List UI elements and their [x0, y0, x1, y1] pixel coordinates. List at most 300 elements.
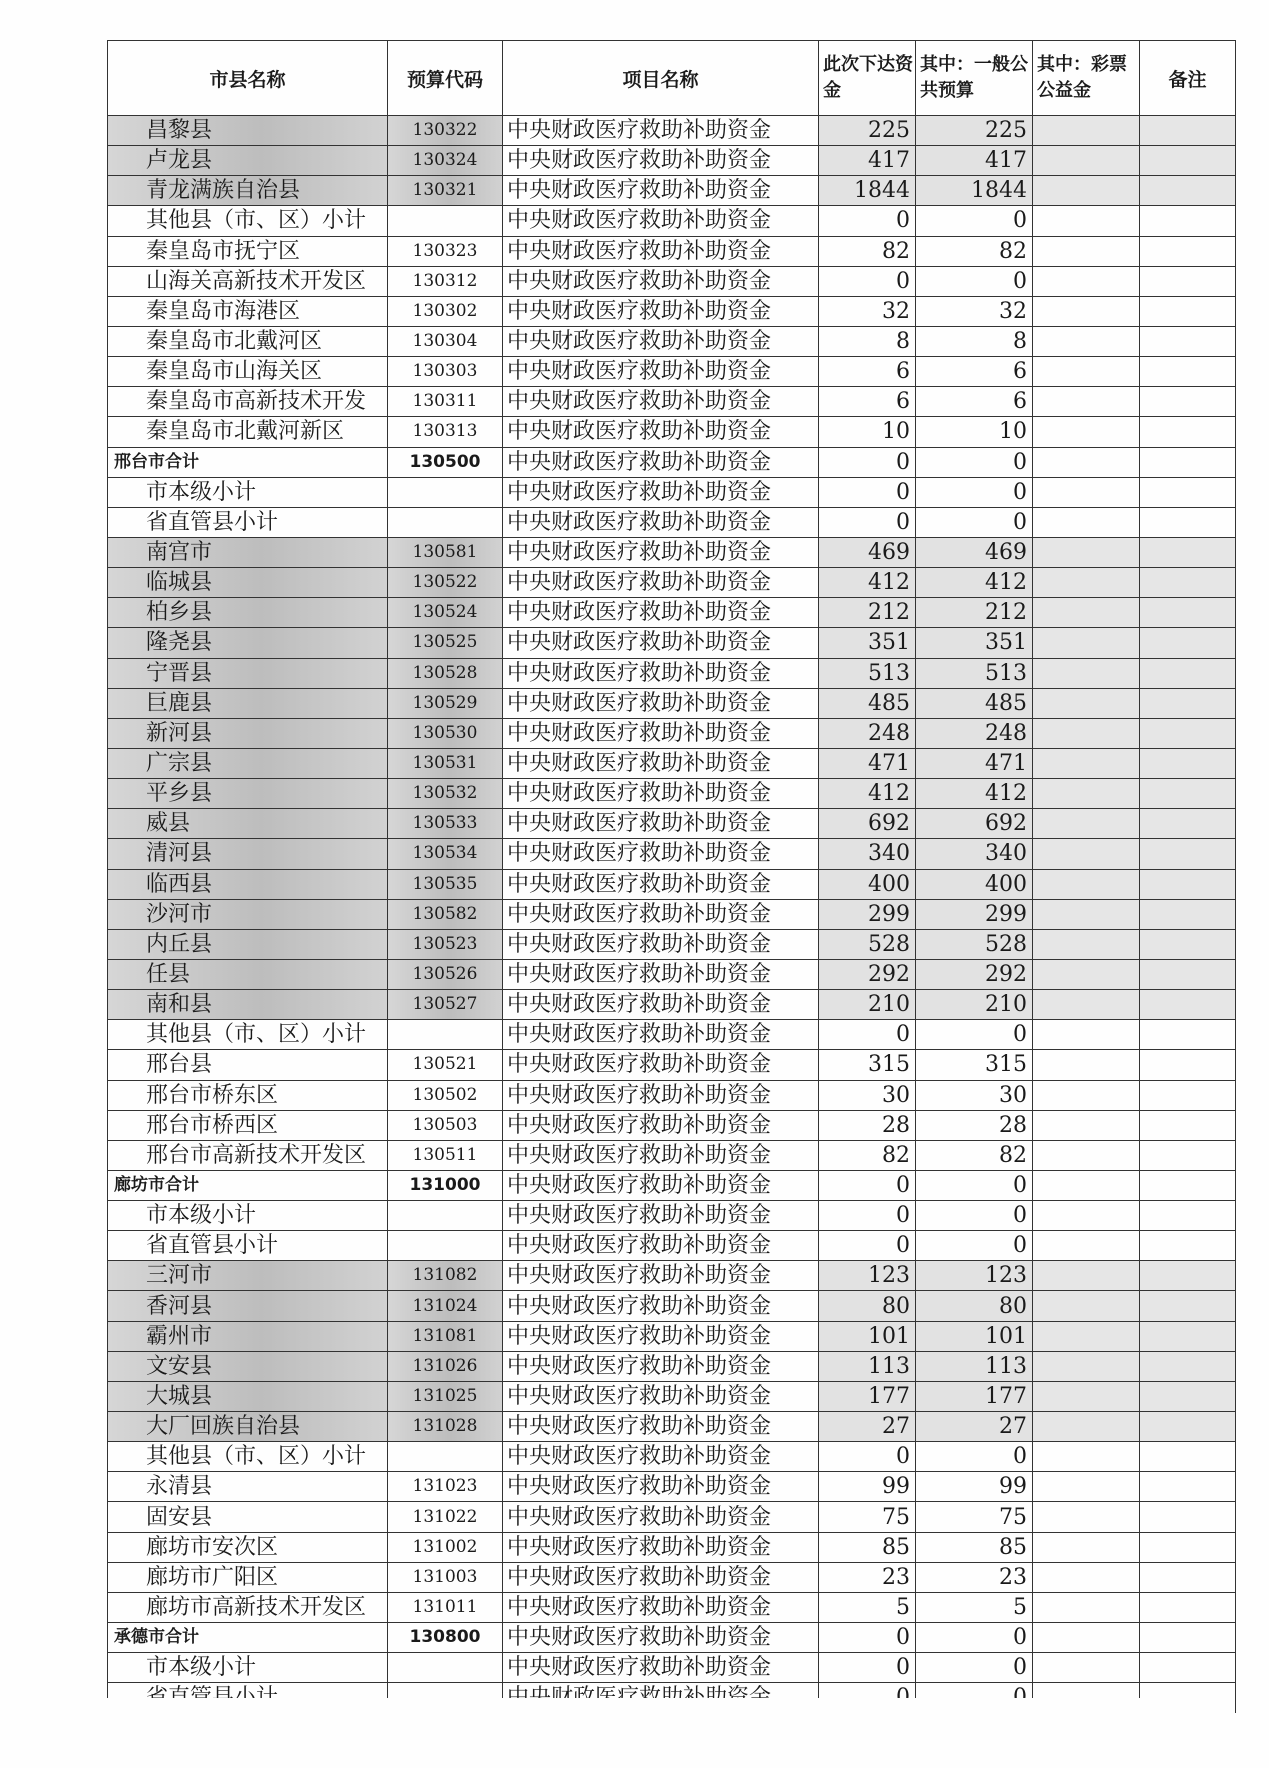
cell-name: 宁晋县	[108, 658, 388, 688]
cell-project: 中央财政医疗救助补助资金	[503, 1140, 819, 1170]
table-row	[108, 1261, 1236, 1291]
cell-lottery-fund	[1033, 1080, 1140, 1110]
cell-project: 中央财政医疗救助补助资金	[503, 598, 819, 628]
cell-lottery-fund	[1033, 1502, 1140, 1532]
cell-lottery-fund	[1033, 1020, 1140, 1050]
cell-code: 130500	[388, 447, 503, 477]
cell-general-budget: 0	[916, 477, 1033, 507]
cell-note	[1140, 176, 1236, 206]
table-row	[108, 929, 1236, 959]
cell-lottery-fund	[1033, 899, 1140, 929]
cell-amount: 82	[819, 236, 916, 266]
cell-name: 巨鹿县	[108, 688, 388, 718]
cell-lottery-fund	[1033, 959, 1140, 989]
cell-amount: 8	[819, 326, 916, 356]
cell-code: 131023	[388, 1472, 503, 1502]
cell-amount: 0	[819, 507, 916, 537]
cell-amount: 75	[819, 1502, 916, 1532]
cell-code: 130528	[388, 658, 503, 688]
cell-general-budget: 212	[916, 598, 1033, 628]
cell-lottery-fund	[1033, 779, 1140, 809]
cell-code: 130323	[388, 236, 503, 266]
cell-amount: 0	[819, 1201, 916, 1231]
cell-project: 中央财政医疗救助补助资金	[503, 326, 819, 356]
cell-code	[388, 507, 503, 537]
cell-name: 文安县	[108, 1351, 388, 1381]
cell-lottery-fund	[1033, 839, 1140, 869]
cell-note	[1140, 959, 1236, 989]
cell-note	[1140, 718, 1236, 748]
cell-code: 131011	[388, 1592, 503, 1622]
cell-amount: 82	[819, 1140, 916, 1170]
cell-project: 中央财政医疗救助补助资金	[503, 1653, 819, 1683]
cell-project: 中央财政医疗救助补助资金	[503, 1562, 819, 1592]
cell-lottery-fund	[1033, 1412, 1140, 1442]
cell-project: 中央财政医疗救助补助资金	[503, 1381, 819, 1411]
cell-code: 130529	[388, 688, 503, 718]
cell-code: 131003	[388, 1562, 503, 1592]
table-row	[108, 1412, 1236, 1442]
cell-name: 秦皇岛市海港区	[108, 296, 388, 326]
cell-project: 中央财政医疗救助补助资金	[503, 1412, 819, 1442]
cell-project: 中央财政医疗救助补助资金	[503, 1351, 819, 1381]
table-row	[108, 1020, 1236, 1050]
cell-lottery-fund	[1033, 598, 1140, 628]
cell-name: 秦皇岛市山海关区	[108, 357, 388, 387]
cell-code: 131026	[388, 1351, 503, 1381]
cell-lottery-fund	[1033, 236, 1140, 266]
cell-note	[1140, 628, 1236, 658]
cell-name: 新河县	[108, 718, 388, 748]
cell-name: 南和县	[108, 990, 388, 1020]
cell-lottery-fund	[1033, 326, 1140, 356]
header-general-budget: 其中：一般公共预算	[916, 41, 1033, 116]
cell-project: 中央财政医疗救助补助资金	[503, 1110, 819, 1140]
cell-amount: 340	[819, 839, 916, 869]
cell-amount: 0	[819, 477, 916, 507]
table-row	[108, 537, 1236, 567]
cell-lottery-fund	[1033, 266, 1140, 296]
cell-name: 廊坊市合计	[108, 1170, 388, 1200]
cell-name: 廊坊市广阳区	[108, 1562, 388, 1592]
cell-general-budget: 248	[916, 718, 1033, 748]
cell-amount: 30	[819, 1080, 916, 1110]
cell-code: 130502	[388, 1080, 503, 1110]
table-row	[108, 718, 1236, 748]
cell-name: 秦皇岛市高新技术开发	[108, 387, 388, 417]
cell-amount: 80	[819, 1291, 916, 1321]
cell-note	[1140, 598, 1236, 628]
table-row	[108, 869, 1236, 899]
cell-name: 青龙满族自治县	[108, 176, 388, 206]
cell-general-budget: 6	[916, 387, 1033, 417]
cell-project: 中央财政医疗救助补助资金	[503, 146, 819, 176]
cell-code	[388, 1201, 503, 1231]
cell-general-budget: 28	[916, 1110, 1033, 1140]
cell-code: 130521	[388, 1050, 503, 1080]
cell-project: 中央财政医疗救助补助资金	[503, 1442, 819, 1472]
cell-note	[1140, 387, 1236, 417]
cell-amount: 528	[819, 929, 916, 959]
cell-general-budget: 177	[916, 1381, 1033, 1411]
cell-note	[1140, 1381, 1236, 1411]
table-row	[108, 688, 1236, 718]
table-row	[108, 1381, 1236, 1411]
table-row	[108, 1050, 1236, 1080]
cell-code: 130534	[388, 839, 503, 869]
cell-amount: 10	[819, 417, 916, 447]
cell-amount: 248	[819, 718, 916, 748]
cell-code: 130527	[388, 990, 503, 1020]
cell-amount: 471	[819, 748, 916, 778]
cell-amount: 101	[819, 1321, 916, 1351]
header-name: 市县名称	[108, 41, 388, 116]
cell-general-budget: 0	[916, 1231, 1033, 1261]
table-row	[108, 568, 1236, 598]
cell-note	[1140, 206, 1236, 236]
cell-general-budget: 10	[916, 417, 1033, 447]
cell-project: 中央财政医疗救助补助资金	[503, 176, 819, 206]
cell-note	[1140, 1201, 1236, 1231]
cell-code: 130530	[388, 718, 503, 748]
cell-general-budget: 85	[916, 1532, 1033, 1562]
table-row	[108, 206, 1236, 236]
cell-note	[1140, 417, 1236, 447]
cell-code: 130581	[388, 537, 503, 567]
cell-lottery-fund	[1033, 1592, 1140, 1622]
cell-note	[1140, 1653, 1236, 1683]
cell-amount: 27	[819, 1412, 916, 1442]
cell-name: 平乡县	[108, 779, 388, 809]
cell-code: 130532	[388, 779, 503, 809]
cell-lottery-fund	[1033, 568, 1140, 598]
cell-lottery-fund	[1033, 537, 1140, 567]
cell-lottery-fund	[1033, 809, 1140, 839]
cell-project: 中央财政医疗救助补助资金	[503, 1261, 819, 1291]
cell-note	[1140, 869, 1236, 899]
cell-note	[1140, 1532, 1236, 1562]
cell-note	[1140, 779, 1236, 809]
cell-lottery-fund	[1033, 1050, 1140, 1080]
cell-general-budget: 417	[916, 146, 1033, 176]
cell-project: 中央财政医疗救助补助资金	[503, 748, 819, 778]
cell-name: 柏乡县	[108, 598, 388, 628]
cell-note	[1140, 1321, 1236, 1351]
table-row	[108, 658, 1236, 688]
cell-lottery-fund	[1033, 1110, 1140, 1140]
cell-lottery-fund	[1033, 357, 1140, 387]
cell-code: 131082	[388, 1261, 503, 1291]
cell-code	[388, 477, 503, 507]
cell-note	[1140, 688, 1236, 718]
cell-project: 中央财政医疗救助补助资金	[503, 236, 819, 266]
cell-code: 130582	[388, 899, 503, 929]
cell-lottery-fund	[1033, 1562, 1140, 1592]
cell-general-budget: 99	[916, 1472, 1033, 1502]
cell-note	[1140, 839, 1236, 869]
cell-code: 130302	[388, 296, 503, 326]
cell-amount: 0	[819, 1653, 916, 1683]
cell-name: 廊坊市高新技术开发区	[108, 1592, 388, 1622]
cell-project: 中央财政医疗救助补助资金	[503, 507, 819, 537]
cell-lottery-fund	[1033, 929, 1140, 959]
cell-general-budget: 0	[916, 1653, 1033, 1683]
header-code: 预算代码	[388, 41, 503, 116]
cell-note	[1140, 1623, 1236, 1653]
table-row	[108, 959, 1236, 989]
cell-note	[1140, 658, 1236, 688]
cell-project: 中央财政医疗救助补助资金	[503, 839, 819, 869]
cell-note	[1140, 477, 1236, 507]
cell-amount: 513	[819, 658, 916, 688]
table-row	[108, 357, 1236, 387]
city-total-row	[108, 1623, 1236, 1653]
cell-general-budget: 0	[916, 206, 1033, 236]
cell-project: 中央财政医疗救助补助资金	[503, 1592, 819, 1622]
cell-general-budget: 210	[916, 990, 1033, 1020]
cell-project: 中央财政医疗救助补助资金	[503, 417, 819, 447]
cell-code: 130322	[388, 116, 503, 146]
cell-code	[388, 1020, 503, 1050]
table-row	[108, 779, 1236, 809]
cell-name: 大厂回族自治县	[108, 1412, 388, 1442]
table-row	[108, 1442, 1236, 1472]
cell-project: 中央财政医疗救助补助资金	[503, 537, 819, 567]
table-row	[108, 1110, 1236, 1140]
cell-general-budget: 80	[916, 1291, 1033, 1321]
cell-project: 中央财政医疗救助补助资金	[503, 206, 819, 236]
cell-general-budget: 0	[916, 507, 1033, 537]
cell-code: 130304	[388, 326, 503, 356]
cell-general-budget: 0	[916, 1442, 1033, 1472]
cell-note	[1140, 296, 1236, 326]
cell-project: 中央财政医疗救助补助资金	[503, 447, 819, 477]
cell-general-budget: 1844	[916, 176, 1033, 206]
page-bottom-edge	[107, 1698, 1235, 1768]
cell-name: 市本级小计	[108, 1201, 388, 1231]
cell-lottery-fund	[1033, 1231, 1140, 1261]
table-row	[108, 507, 1236, 537]
cell-project: 中央财政医疗救助补助资金	[503, 1502, 819, 1532]
cell-lottery-fund	[1033, 688, 1140, 718]
cell-project: 中央财政医疗救助补助资金	[503, 718, 819, 748]
table-row	[108, 387, 1236, 417]
cell-note	[1140, 1020, 1236, 1050]
cell-note	[1140, 1050, 1236, 1080]
cell-project: 中央财政医疗救助补助资金	[503, 1291, 819, 1321]
cell-general-budget: 400	[916, 869, 1033, 899]
cell-note	[1140, 507, 1236, 537]
cell-project: 中央财政医疗救助补助资金	[503, 899, 819, 929]
cell-lottery-fund	[1033, 1653, 1140, 1683]
cell-note	[1140, 447, 1236, 477]
cell-code: 131022	[388, 1502, 503, 1532]
cell-general-budget: 82	[916, 236, 1033, 266]
cell-lottery-fund	[1033, 206, 1140, 236]
cell-project: 中央财政医疗救助补助资金	[503, 357, 819, 387]
cell-project: 中央财政医疗救助补助资金	[503, 1020, 819, 1050]
cell-amount: 412	[819, 568, 916, 598]
cell-lottery-fund	[1033, 507, 1140, 537]
table-row	[108, 1231, 1236, 1261]
cell-name: 其他县（市、区）小计	[108, 1442, 388, 1472]
table-row	[108, 1502, 1236, 1532]
cell-code: 131000	[388, 1170, 503, 1200]
city-total-row	[108, 1170, 1236, 1200]
cell-amount: 0	[819, 447, 916, 477]
cell-name: 山海关高新技术开发区	[108, 266, 388, 296]
cell-note	[1140, 990, 1236, 1020]
cell-general-budget: 225	[916, 116, 1033, 146]
cell-general-budget: 412	[916, 568, 1033, 598]
cell-code: 131028	[388, 1412, 503, 1442]
header-amount: 此次下达资金	[819, 41, 916, 116]
table-row	[108, 477, 1236, 507]
cell-code: 130531	[388, 748, 503, 778]
table-row	[108, 1653, 1236, 1683]
cell-amount: 23	[819, 1562, 916, 1592]
table-row	[108, 1472, 1236, 1502]
cell-code: 130312	[388, 266, 503, 296]
cell-lottery-fund	[1033, 1442, 1140, 1472]
cell-amount: 32	[819, 296, 916, 326]
cell-lottery-fund	[1033, 176, 1140, 206]
cell-name: 秦皇岛市北戴河区	[108, 326, 388, 356]
table-row	[108, 1201, 1236, 1231]
cell-note	[1140, 1592, 1236, 1622]
cell-amount: 113	[819, 1351, 916, 1381]
cell-amount: 225	[819, 116, 916, 146]
cell-code: 130511	[388, 1140, 503, 1170]
cell-code: 130800	[388, 1623, 503, 1653]
cell-note	[1140, 266, 1236, 296]
cell-code: 130525	[388, 628, 503, 658]
cell-amount: 469	[819, 537, 916, 567]
allocation-table	[107, 40, 1236, 1713]
cell-amount: 299	[819, 899, 916, 929]
header-project: 项目名称	[503, 41, 819, 116]
cell-project: 中央财政医疗救助补助资金	[503, 990, 819, 1020]
cell-project: 中央财政医疗救助补助资金	[503, 869, 819, 899]
cell-note	[1140, 1261, 1236, 1291]
cell-general-budget: 75	[916, 1502, 1033, 1532]
cell-note	[1140, 357, 1236, 387]
table-row	[108, 296, 1236, 326]
cell-name: 固安县	[108, 1502, 388, 1532]
table-row	[108, 1321, 1236, 1351]
cell-name: 承德市合计	[108, 1623, 388, 1653]
cell-code: 130311	[388, 387, 503, 417]
table-row	[108, 1140, 1236, 1170]
table-row	[108, 1291, 1236, 1321]
cell-general-budget: 5	[916, 1592, 1033, 1622]
cell-lottery-fund	[1033, 1170, 1140, 1200]
cell-project: 中央财政医疗救助补助资金	[503, 1050, 819, 1080]
cell-lottery-fund	[1033, 658, 1140, 688]
cell-name: 邢台市合计	[108, 447, 388, 477]
cell-amount: 315	[819, 1050, 916, 1080]
cell-code: 130321	[388, 176, 503, 206]
cell-project: 中央财政医疗救助补助资金	[503, 628, 819, 658]
cell-name: 威县	[108, 809, 388, 839]
cell-note	[1140, 899, 1236, 929]
table-row	[108, 839, 1236, 869]
cell-name: 香河县	[108, 1291, 388, 1321]
cell-lottery-fund	[1033, 1291, 1140, 1321]
cell-lottery-fund	[1033, 628, 1140, 658]
cell-lottery-fund	[1033, 1261, 1140, 1291]
cell-name: 邢台市高新技术开发区	[108, 1140, 388, 1170]
table-row	[108, 236, 1236, 266]
cell-lottery-fund	[1033, 1201, 1140, 1231]
cell-lottery-fund	[1033, 417, 1140, 447]
cell-lottery-fund	[1033, 116, 1140, 146]
cell-general-budget: 412	[916, 779, 1033, 809]
cell-note	[1140, 146, 1236, 176]
cell-note	[1140, 1170, 1236, 1200]
cell-code: 130524	[388, 598, 503, 628]
cell-general-budget: 351	[916, 628, 1033, 658]
cell-general-budget: 0	[916, 266, 1033, 296]
cell-general-budget: 0	[916, 447, 1033, 477]
cell-code: 130313	[388, 417, 503, 447]
cell-amount: 99	[819, 1472, 916, 1502]
cell-general-budget: 30	[916, 1080, 1033, 1110]
cell-project: 中央财政医疗救助补助资金	[503, 477, 819, 507]
table-row	[108, 899, 1236, 929]
cell-code	[388, 1653, 503, 1683]
cell-general-budget: 692	[916, 809, 1033, 839]
cell-amount: 292	[819, 959, 916, 989]
cell-general-budget: 6	[916, 357, 1033, 387]
cell-code	[388, 206, 503, 236]
cell-name: 永清县	[108, 1472, 388, 1502]
cell-general-budget: 292	[916, 959, 1033, 989]
cell-general-budget: 485	[916, 688, 1033, 718]
cell-amount: 0	[819, 1623, 916, 1653]
cell-note	[1140, 568, 1236, 598]
cell-general-budget: 0	[916, 1020, 1033, 1050]
cell-lottery-fund	[1033, 1140, 1140, 1170]
cell-project: 中央财政医疗救助补助资金	[503, 1201, 819, 1231]
cell-note	[1140, 236, 1236, 266]
cell-amount: 485	[819, 688, 916, 718]
cell-name: 广宗县	[108, 748, 388, 778]
cell-name: 昌黎县	[108, 116, 388, 146]
table-row	[108, 598, 1236, 628]
header-note: 备注	[1140, 41, 1236, 116]
table-row	[108, 809, 1236, 839]
cell-amount: 351	[819, 628, 916, 658]
cell-amount: 0	[819, 1231, 916, 1261]
cell-project: 中央财政医疗救助补助资金	[503, 296, 819, 326]
cell-lottery-fund	[1033, 1532, 1140, 1562]
cell-lottery-fund	[1033, 296, 1140, 326]
cell-name: 任县	[108, 959, 388, 989]
cell-general-budget: 23	[916, 1562, 1033, 1592]
cell-general-budget: 0	[916, 1623, 1033, 1653]
cell-general-budget: 471	[916, 748, 1033, 778]
cell-project: 中央财政医疗救助补助资金	[503, 1321, 819, 1351]
table-row	[108, 628, 1236, 658]
cell-name: 大城县	[108, 1381, 388, 1411]
cell-lottery-fund	[1033, 1472, 1140, 1502]
cell-lottery-fund	[1033, 1623, 1140, 1653]
cell-amount: 210	[819, 990, 916, 1020]
cell-project: 中央财政医疗救助补助资金	[503, 688, 819, 718]
cell-amount: 6	[819, 357, 916, 387]
cell-project: 中央财政医疗救助补助资金	[503, 387, 819, 417]
